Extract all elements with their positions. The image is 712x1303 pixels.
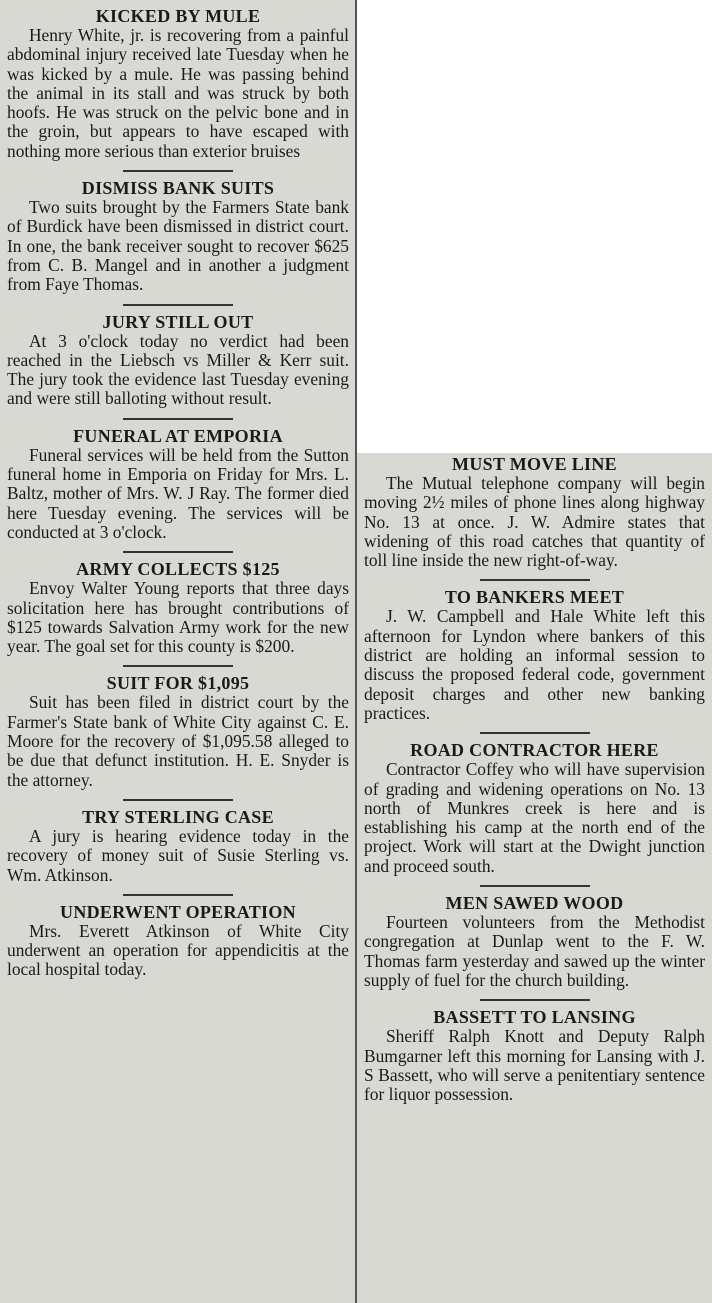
headline: ROAD CONTRACTOR HERE xyxy=(410,740,659,761)
article-body: Mrs. Everett Atkinson of White City underwent an operation for appendicitis at the local hospital today. xyxy=(7,921,349,980)
headline: SUIT FOR $1,095 xyxy=(106,673,250,694)
article-must-move-line xyxy=(364,453,705,570)
article-to-bankers-meet xyxy=(364,587,705,723)
divider xyxy=(123,170,233,172)
divider xyxy=(123,551,233,553)
article-road-contractor-here xyxy=(364,740,705,876)
headline: KICKED BY MULE xyxy=(95,6,261,26)
article-body: Suit has been filed in district court by the Farmer's State bank of White City against C. E. Moore for the recovery of $1,095.58 alleged to be due that defunct institution. H. E. Snyder is the attorney. xyxy=(7,693,349,790)
headline: TRY STERLING CASE xyxy=(82,806,274,827)
article-try-sterling-case xyxy=(7,807,349,885)
divider xyxy=(480,579,590,581)
article-body: Funeral services will be held from the Sutton funeral home in Emporia on Friday for Mrs. L. Baltz, mother of Mrs. W. J Ray. The former died here Tuesday evening. The services will be conducted at 3 o'clock. xyxy=(7,445,349,542)
article-body: Two suits brought by the Farmers State bank of Burdick have been dismissed in district court. In one, the bank receiver sought to recover $625 from C. B. Mangel and in another a judgment from Faye Thomas. xyxy=(7,198,349,295)
article-underwent-operation xyxy=(7,902,349,980)
divider xyxy=(123,894,233,896)
article-suit-for-1095 xyxy=(7,673,349,789)
article-body: The Mutual telephone company will begin moving 2½ miles of phone lines along highway No. 13 at once. J. W. Admire states that widening of this road catches that quantity of toll line inside the new right-of-way. xyxy=(364,474,705,571)
article-body: Contractor Coffey who will have supervision of grading and widening operations on No. 13 north of Munkres creek is here and is establishing his camp at the north end of the project. Work will start at the Dwight junction and proceed south. xyxy=(364,760,705,876)
divider xyxy=(480,999,590,1001)
article-body: Envoy Walter Young reports that three days solicitation here has brought contributions of $125 towards Salvation Army work for the new year. The goal set for this county is $200. xyxy=(7,579,349,657)
article-dismiss-bank-suits xyxy=(7,178,349,294)
headline: DISMISS BANK SUITS xyxy=(81,178,275,199)
article-body: At 3 o'clock today no verdict had been reached in the Liebsch vs Miller & Kerr suit. The jury took the evidence last Tuesday evening and were still balloting without result. xyxy=(7,331,349,409)
article-army-collects xyxy=(7,559,349,656)
divider xyxy=(123,304,233,306)
headline: TO BANKERS MEET xyxy=(444,587,625,608)
article-bassett-to-lansing xyxy=(364,1007,705,1104)
divider xyxy=(123,418,233,420)
article-body: A jury is hearing evidence today in the recovery of money suit of Susie Sterling vs. Wm. Atkinson. xyxy=(7,826,349,885)
divider xyxy=(123,799,233,801)
article-funeral-at-emporia xyxy=(7,426,349,542)
headline: MUST MOVE LINE xyxy=(452,454,617,474)
divider xyxy=(480,732,590,734)
divider xyxy=(480,885,590,887)
headline: ARMY COLLECTS $125 xyxy=(76,559,280,580)
headline: JURY STILL OUT xyxy=(102,311,254,332)
article-body: Fourteen volunteers from the Methodist congregation at Dunlap went to the F. W. Thomas farm yesterday and sawed up the winter supply of fuel for the church building. xyxy=(364,913,705,990)
headline: MEN SAWED WOOD xyxy=(445,893,624,914)
right-news-column xyxy=(357,453,712,1303)
article-kicked-by-mule xyxy=(7,0,349,161)
article-body: Sheriff Ralph Knott and Deputy Ralph Bumgarner left this morning for Lansing with J. S Bassett, who will serve a penitentiary sentence for liquor possession. xyxy=(364,1027,705,1105)
article-men-sawed-wood xyxy=(364,893,705,990)
headline: FUNERAL AT EMPORIA xyxy=(73,425,283,446)
divider xyxy=(123,665,233,667)
article-body: J. W. Campbell and Hale White left this afternoon for Lyndon where bankers of this district are holding an informal session to discuss the proposed federal code, government deposit charges and other new banking practices. xyxy=(364,607,705,723)
headline: UNDERWENT OPERATION xyxy=(60,901,296,922)
article-jury-still-out xyxy=(7,312,349,409)
article-body: Henry White, jr. is recovering from a painful abdominal injury received late Tuesday when he was kicked by a mule. He was passing behind the animal in its stall and was struck by both hoofs. He was struck on the pelvic bone and in the groin, but appears to have escaped with nothing more serious than exterior bruises xyxy=(7,26,349,161)
headline: BASSETT TO LANSING xyxy=(433,1007,636,1028)
